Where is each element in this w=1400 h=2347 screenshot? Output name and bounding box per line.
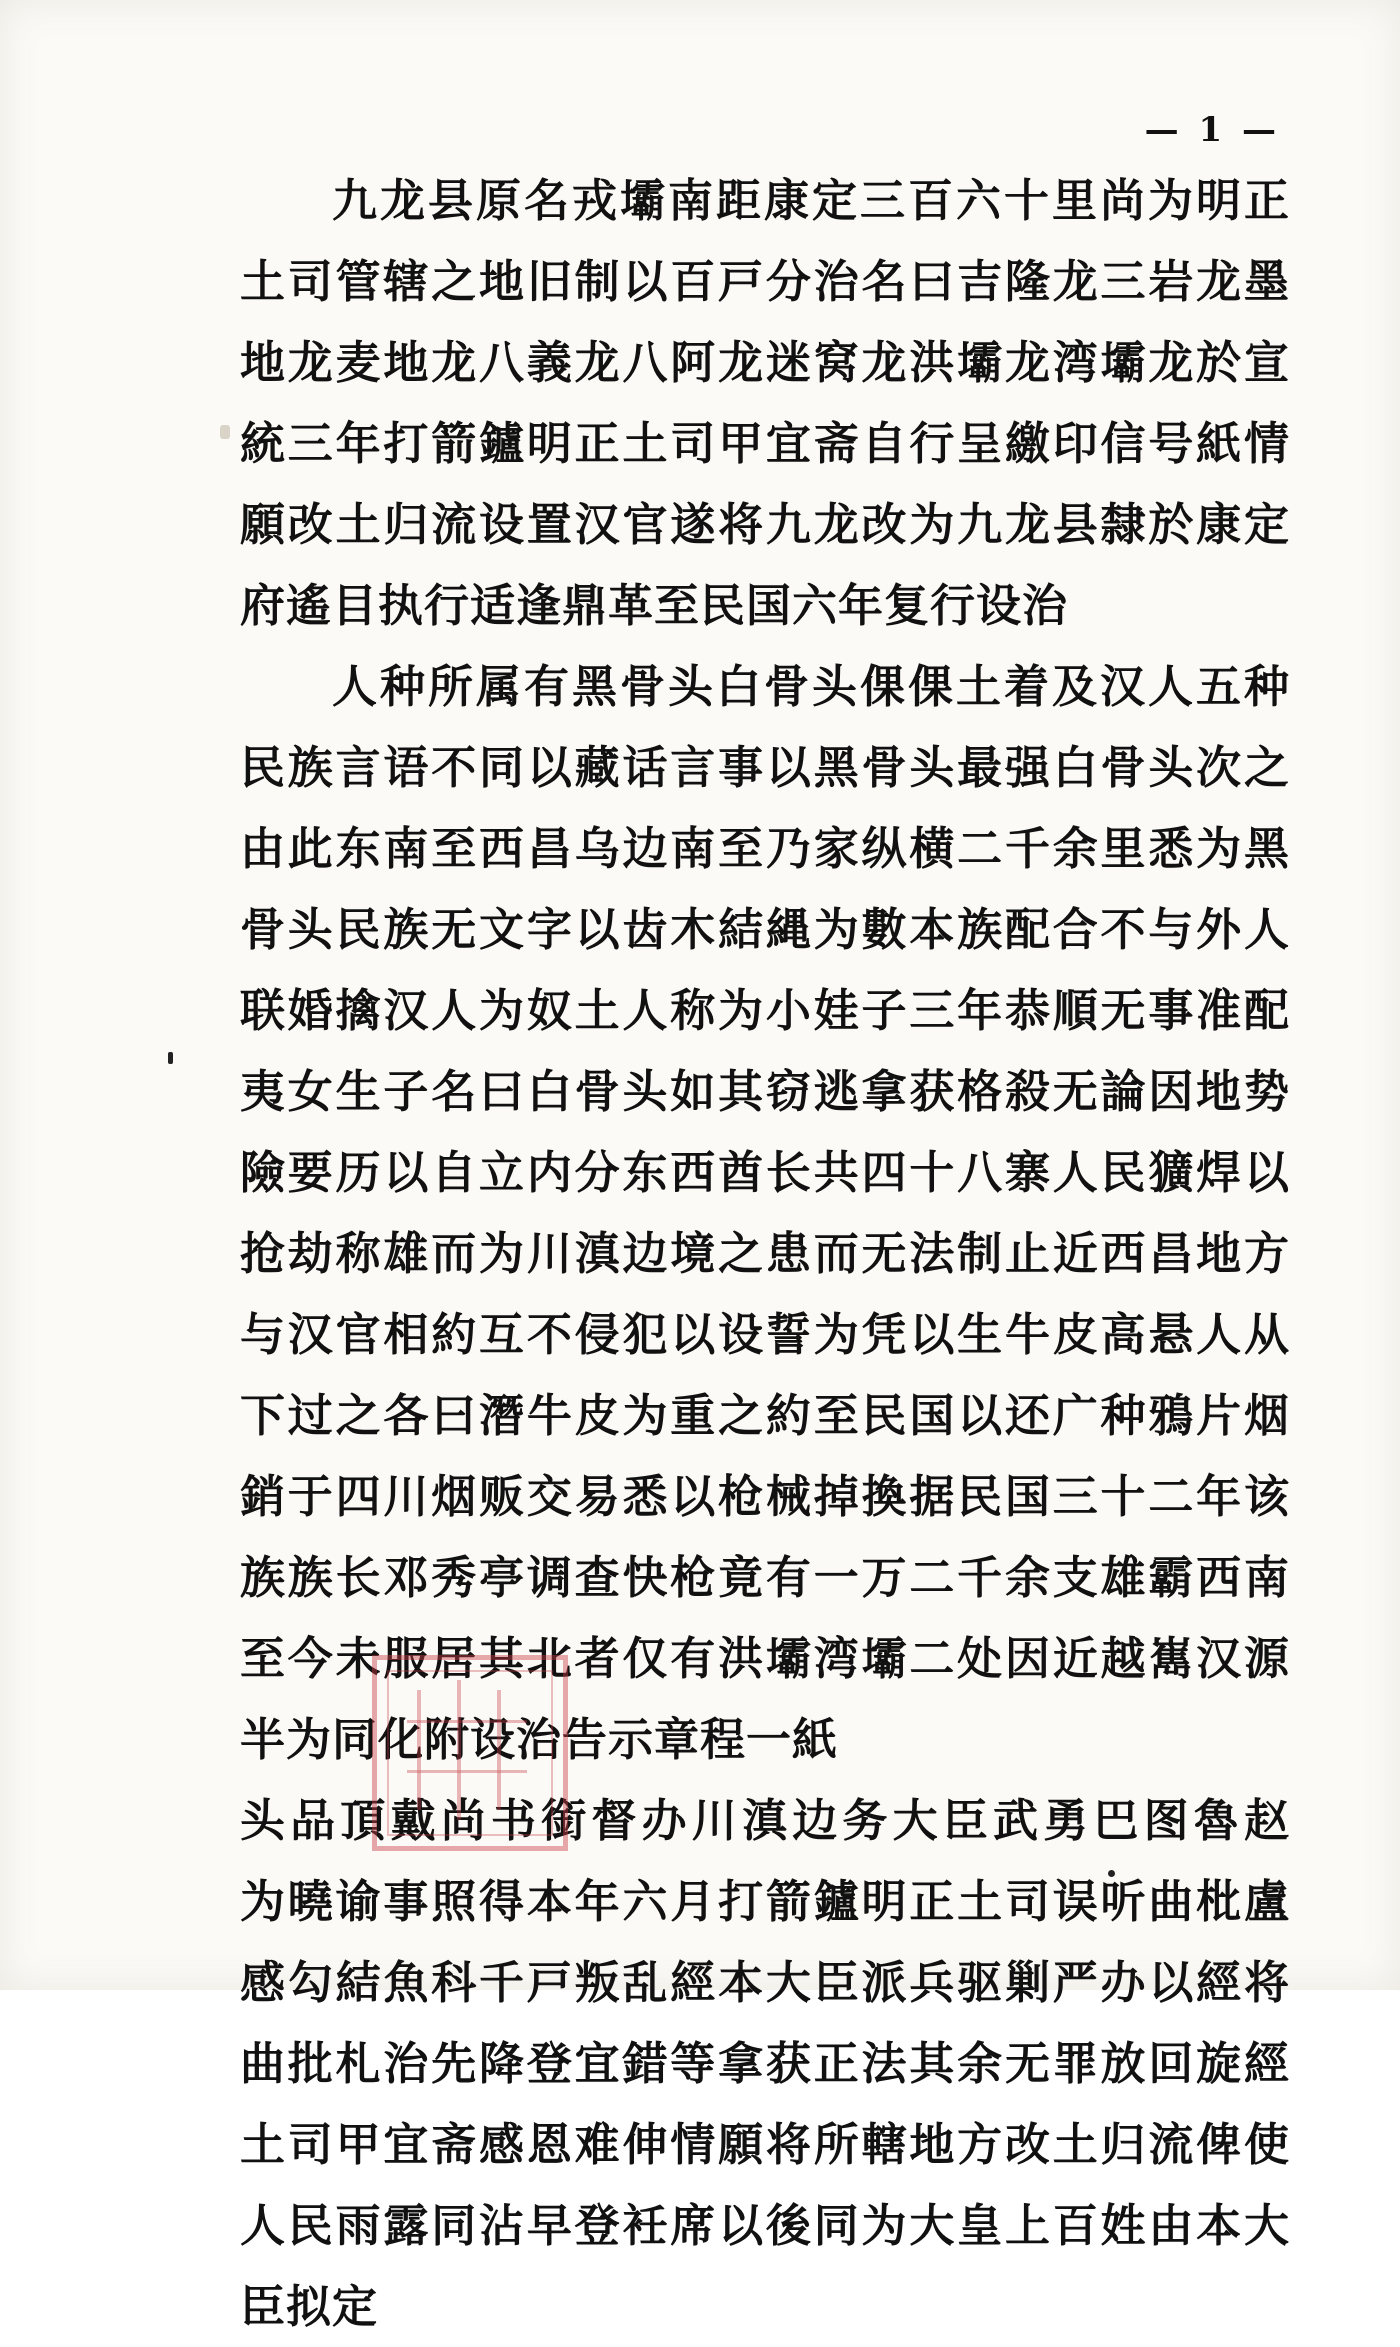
seal-stroke [497, 1690, 501, 1810]
document-body [240, 160, 1337, 2347]
official-seal-stamp [372, 1655, 568, 1851]
seal-stroke [457, 1680, 461, 1820]
seal-stroke [407, 1770, 527, 1773]
margin-mark [220, 425, 230, 439]
page-number: — 1 — [1144, 110, 1280, 150]
seal-inner-border [387, 1670, 553, 1836]
paragraph-decree: 头品頂戴尚书銜督办川滇边务大臣武勇巴图魯赵 为曉谕事照得本年六月打箭鑪明正土司误听曲枇盧感勾結魚科千戸叛乱經本大臣派兵驱剿严办以經将曲批札治先降登宜錯等拿获正法其余无罪放回旋經土司甲宜斋感恩难伸情願将所轄地方改土归流俾使人民雨露同沾早登衽席以後同为大皇上百姓由本大臣拟定 [240, 1794, 1337, 2333]
seal-stroke [407, 1720, 527, 1723]
paragraph-ethnic-groups: 人种所属有黑骨头白骨头倮倮土着及汉人五种民族言语不同以藏话言事以黑骨头最强白骨头次之由此东南至西昌乌边南至乃家纵横二千余里悉为黑骨头民族无文字以齿木結縄为數本族配合不与外人联婚擒汉人为奴土人称为小娃子三年恭順无事准配夷女生子名曰白骨头如其窃逃拿获格殺无論因地势險要历以自立内分东西酋长共四十八寨人民獷焊以抢劫称雄而为川滇边境之患而无法制止近西昌地方与汉官相約互不侵犯以设誓为凭以生牛皮高悬人从下过之各曰潛牛皮为重之約至民国以还广种鴉片烟銷于四川烟贩交易悉以枪械掉換据民国三十二年该族族长邓秀亭调查快枪竟有一万二千余支雄霸西南至今未服居其北者仅有洪壩湾壩二处因近越嶲汉源半为同化附设治告示章程一紙 [240, 660, 1290, 1766]
paragraph-county-history: 九龙县原名戎壩南距康定三百六十里尚为明正土司管辖之地旧制以百戸分治名曰吉隆龙三岩龙墨地龙麦地龙八義龙八阿龙迷窝龙洪壩龙湾壩龙於宣統三年打箭鑪明正土司甲宜斋自行呈繳印信号紙情願改土归流设置汉官遂将九龙改为九龙县隸於康定府遙目执行适逢鼎革至民国六年复行设治 [240, 174, 1290, 632]
ink-speck [168, 1052, 173, 1064]
seal-stroke [417, 1690, 421, 1810]
